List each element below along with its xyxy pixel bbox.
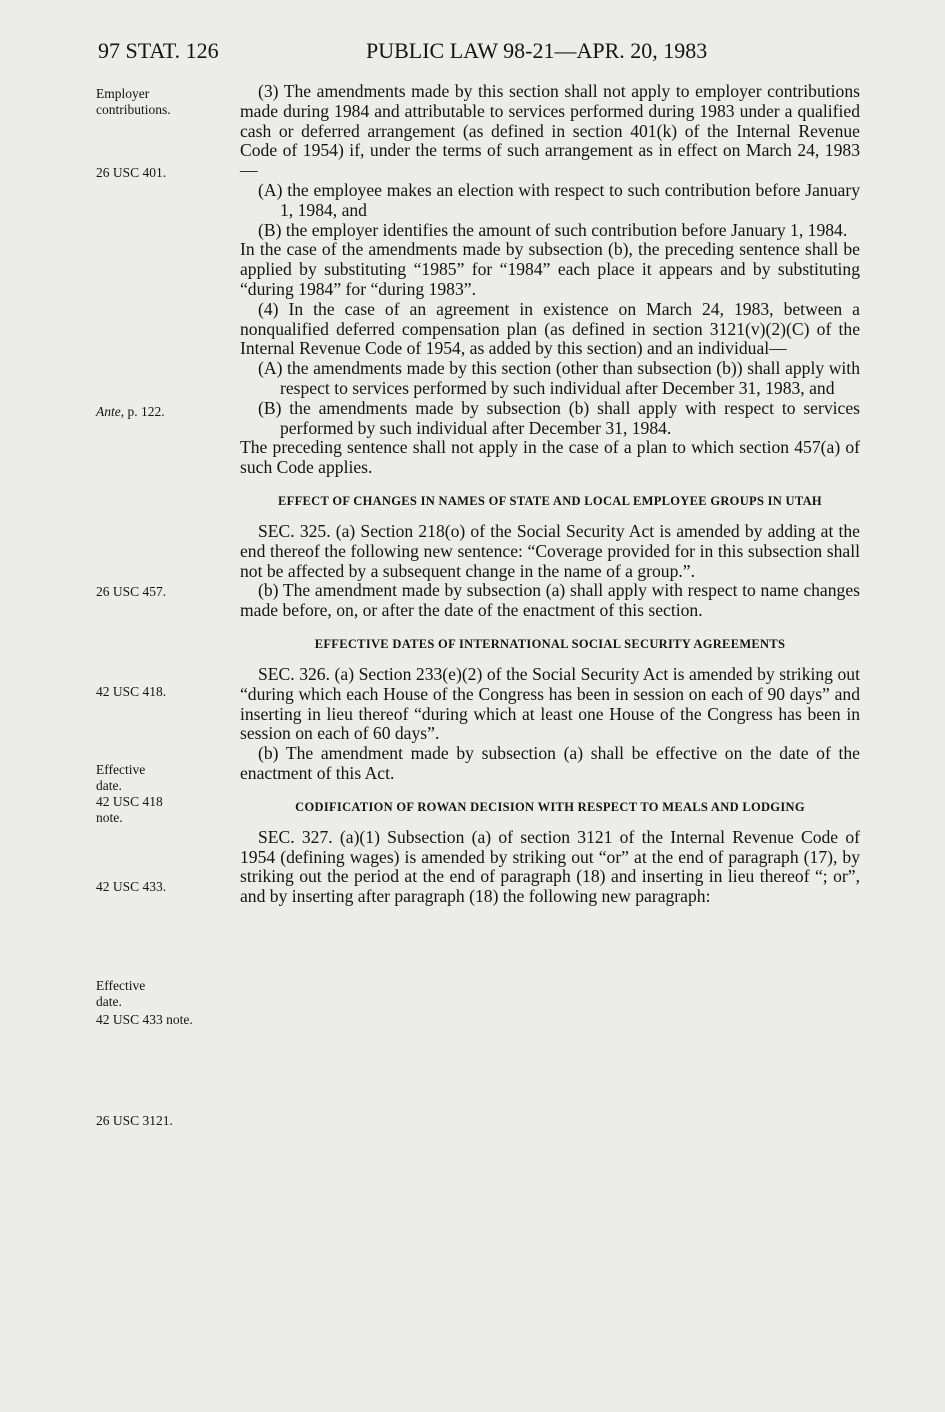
section-heading-utah: EFFECT OF CHANGES IN NAMES OF STATE AND LOCAL EMPLOYEE GROUPS IN UTAH — [278, 493, 822, 508]
margin-note-effective-date-2: Effective date. — [96, 978, 146, 1009]
page-reference: 97 STAT. 126 — [98, 38, 219, 63]
paragraph-4-tail: The preceding sentence shall not apply in the case of a plan to which section 457(a) of such Code applies. — [240, 437, 860, 478]
section-325-b: (b) The amendment made by subsection (a) shall apply with respect to name changes made before, on, or after the date of the enactment of this section. — [240, 580, 860, 621]
paragraph-4: (4) In the case of an agreement in existence on March 24, 1983, between a nonqualified deferred compensation plan (as defined in section 3121(v)(2)(C) of the Internal Revenue Code of 1954, as added by this section) and an individual— — [240, 298, 860, 359]
section-325-a: SEC. 325. (a) Section 218(o) of the Social Security Act is amended by adding at the end thereof the following new sentence: “Coverage provided for in this subsection shall not be affected by a subsequent change in the name of a group.”. — [240, 520, 860, 581]
paragraph-3-tail: In the case of the amendments made by subsection (b), the preceding sentence shall be applied by substituting “1985” for “1984” each place it appears and by substituting “during 1984” for “during 1983”. — [240, 239, 860, 299]
margin-note-effective-date-1: Effective date. — [96, 762, 146, 793]
paragraph-4-b: (B) the amendments made by subsection (b) shall apply with respect to services performed by such individual after December 31, 1984. — [258, 397, 860, 438]
margin-note-usc-418-note: 42 USC 418 note. — [96, 794, 163, 825]
ante-page: , p. 122. — [120, 404, 165, 419]
margin-note-ante — [96, 404, 226, 420]
paragraph-3-a: (A) the employee makes an election with respect to such contribution before January 1, 1984, and — [258, 179, 860, 220]
ante-label: Ante — [96, 404, 121, 419]
paragraph-4-a: (A) the amendments made by this section (other than subsection (b)) shall apply with respect to services performed by such individual after December 31, 1983, and — [258, 358, 860, 398]
paragraph-3-b: (B) the employer identifies the amount of such contribution before January 1, 1984. — [258, 219, 848, 240]
paragraph-3: (3) The amendments made by this section shall not apply to employer contributions made during 1984 and attributable to services performed during 1983 under a qualified cash or deferred arrangement (as defined in section 401(k) of the Internal Revenue Code of 1954) if, under the terms of such arrangement as in effect on March 24, 1983— — [240, 81, 860, 181]
page-header — [98, 38, 858, 68]
page-title: PUBLIC LAW 98-21—APR. 20, 1983 — [366, 38, 708, 63]
margin-note-usc-3121: 26 USC 3121. — [96, 1113, 173, 1128]
margin-note-usc-433: 42 USC 433. — [96, 879, 167, 894]
margin-note-usc-457: 26 USC 457. — [96, 584, 167, 599]
margin-note-usc-401: 26 USC 401. — [96, 165, 167, 180]
section-326-a: SEC. 326. (a) Section 233(e)(2) of the Social Security Act is amended by striking out “during which each House of the Congress has been in session on each of 90 days” and inserting in lieu thereof “during which at least one House of the Congress has been in session on each of 60 days”. — [240, 663, 860, 744]
section-heading-rowan: CODIFICATION OF ROWAN DECISION WITH RESPECT TO MEALS AND LODGING — [295, 799, 805, 814]
section-326-b: (b) The amendment made by subsection (a) shall be effective on the date of the enactment of this Act. — [240, 743, 860, 783]
section-327-a: SEC. 327. (a)(1) Subsection (a) of section 3121 of the Internal Revenue Code of 1954 (defining wages) is amended by striking out “or” at the end of paragraph (17), by striking out the period at the end of paragraph (18) and inserting in lieu thereof “; or”, and by inserting after paragraph (18) the following new paragraph: — [240, 826, 860, 907]
margin-note-usc-433-note: 42 USC 433 note. — [96, 1012, 193, 1027]
margin-note-employer-contributions: Employer contributions. — [96, 86, 171, 117]
main-text — [240, 82, 860, 907]
margin-note-usc-418: 42 USC 418. — [96, 684, 167, 699]
section-heading-international: EFFECTIVE DATES OF INTERNATIONAL SOCIAL SECURITY AGREEMENTS — [314, 636, 786, 651]
